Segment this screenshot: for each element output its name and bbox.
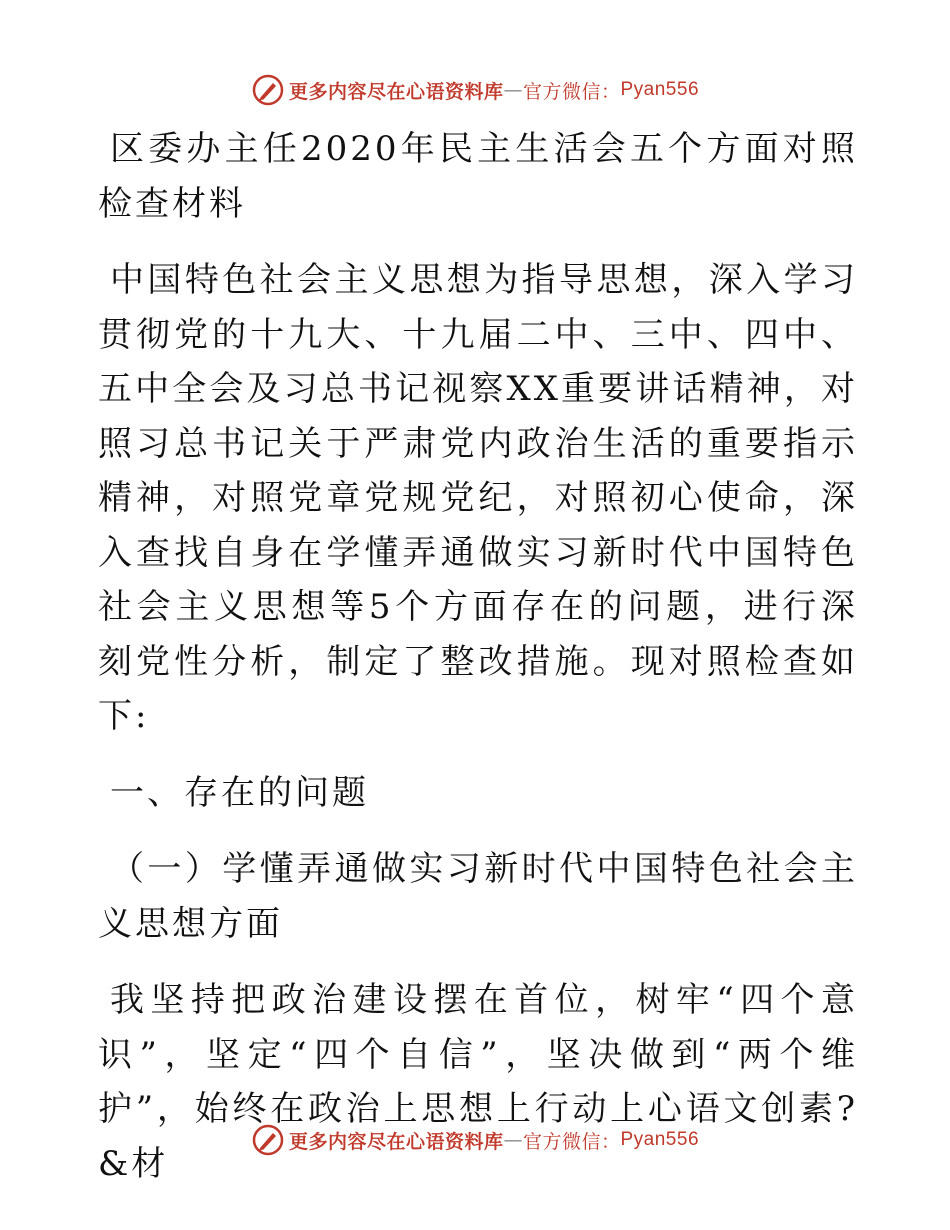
banner-wechat-id: Pyan556 xyxy=(620,79,700,100)
section-heading: 一、存在的问题 xyxy=(110,772,369,813)
document-body xyxy=(98,122,858,1191)
header-watermark-banner xyxy=(0,70,950,110)
body-paragraph: 我坚持把政治建设摆在首位，树牢“四个意识”，坚定“四个自信”，坚决做到“两个维护”，始终在政治上思想上行动上心语文创素?&材 xyxy=(98,980,858,1184)
banner-wechat-id: Pyan556 xyxy=(620,1129,700,1150)
banner-brand-text: 更多内容尽在心语资料库 xyxy=(288,1130,504,1153)
quill-logo-icon xyxy=(251,1123,285,1157)
footer-watermark-banner xyxy=(0,1120,950,1160)
subsection-heading: （一）学懂弄通做实习新时代中国特色社会主义思想方面 xyxy=(98,849,858,944)
banner-official-label: 官方微信： xyxy=(522,1130,621,1153)
banner-separator: — xyxy=(503,79,523,101)
document-title: 区委办主任2020年民主生活会五个方面对照检查材料 xyxy=(98,129,858,224)
intro-paragraph: 中国特色社会主义思想为指导思想，深入学习贯彻党的十九大、十九届二中、三中、四中、五中全会及习总书记视察XX重要讲话精神，对照习总书记关于严肃党内政治生活的重要指示精神，对照党章党规党纪，对照初心使命，深入查找自身在学懂弄通做实习新时代中国特色社会主义思想等5个方面存在的问题，进行深刻党性分析，制定了整改措施。现对照检查如下: xyxy=(98,260,858,736)
banner-brand-text: 更多内容尽在心语资料库 xyxy=(288,80,504,103)
banner-official-label: 官方微信： xyxy=(522,80,621,103)
quill-logo-icon xyxy=(251,73,285,107)
banner-separator: — xyxy=(503,1129,523,1151)
